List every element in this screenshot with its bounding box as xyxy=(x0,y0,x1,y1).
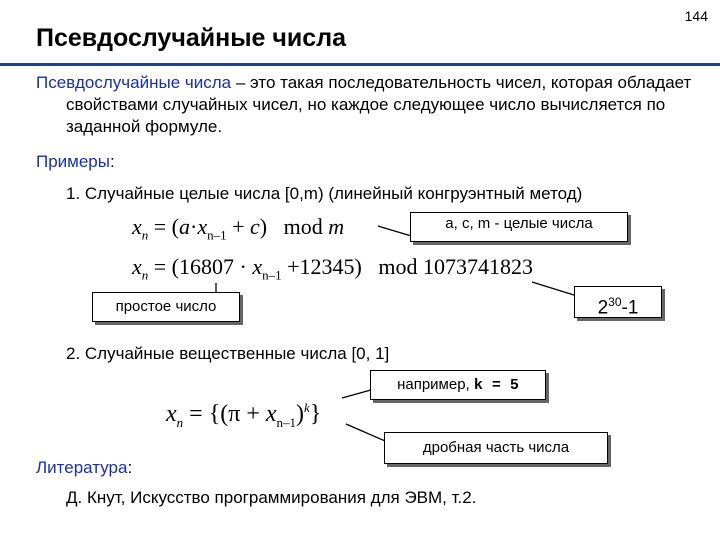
formula-part: = ( xyxy=(148,214,179,239)
formula-var: x xyxy=(132,214,142,239)
formula-mod: mod 1073741823 xyxy=(378,254,533,279)
formula-sub: n–1 xyxy=(207,227,227,243)
page-number: 144 xyxy=(684,8,708,24)
example-item-2: 2. Случайные вещественные числа [0, 1] xyxy=(66,344,390,363)
formula-real xyxy=(166,400,321,431)
callout-fraction: дробная часть числа xyxy=(384,432,608,464)
formula-mod: mod xyxy=(283,214,323,239)
formula-var: x xyxy=(265,401,277,427)
example-code: k = 5 xyxy=(473,377,519,394)
formula-sub: n xyxy=(176,414,184,430)
example-item-1: 1. Случайные целые числа [0,m) (линейный конгруэнтный метод) xyxy=(66,184,583,203)
formula-var: x xyxy=(166,401,177,427)
callout-integers: a, c, m - целые числа xyxy=(410,212,628,242)
slide-title: Псевдослучайные числа xyxy=(36,24,346,52)
formula-var: c xyxy=(250,214,260,239)
literature-item: Д. Кнут, Искусство программирования для ЭВМ, т.2. xyxy=(66,488,477,507)
formula-sub: n–1 xyxy=(262,267,282,283)
callout-prime: простое число xyxy=(92,292,240,322)
formula-part: +12345) xyxy=(281,254,362,279)
formula-exponent: k xyxy=(304,400,310,415)
power-exponent: 30 xyxy=(608,295,622,309)
examples-label: Примеры xyxy=(36,152,110,171)
examples-colon: : xyxy=(110,152,115,171)
formula-var: x xyxy=(197,214,208,239)
formula-sub: n xyxy=(141,267,149,283)
formula-sub: n xyxy=(141,227,149,243)
callout-power xyxy=(574,286,662,318)
formula-part: = {(π + xyxy=(183,401,266,427)
definition-term: Псевдослучайные числа xyxy=(36,73,232,92)
formula-var: a xyxy=(179,214,190,239)
formula-var: x xyxy=(252,254,263,279)
literature-heading xyxy=(36,458,132,478)
formula-part: ) xyxy=(259,214,268,239)
formula-var: x xyxy=(132,254,142,279)
definition-text: – это такая последовательность чисел, которая обладает свойствами случайных чисел, но каждое следующее число вычисляется по заданной формуле. xyxy=(66,73,692,136)
formula-var: m xyxy=(328,214,345,239)
literature-label: Литература xyxy=(36,458,128,477)
literature-colon: : xyxy=(127,458,133,477)
power-tail: -1 xyxy=(621,297,639,319)
formula-op: + xyxy=(226,214,251,239)
formula-part: } xyxy=(309,401,322,427)
formula-sub: n–1 xyxy=(276,414,297,430)
formula-part: ) xyxy=(296,401,305,427)
example-prefix: например, xyxy=(397,376,474,393)
power-base: 2 xyxy=(597,297,609,319)
callout-example-k xyxy=(370,370,546,400)
formula-part: = (16807 · xyxy=(148,254,253,279)
formula-op: · xyxy=(190,214,198,239)
